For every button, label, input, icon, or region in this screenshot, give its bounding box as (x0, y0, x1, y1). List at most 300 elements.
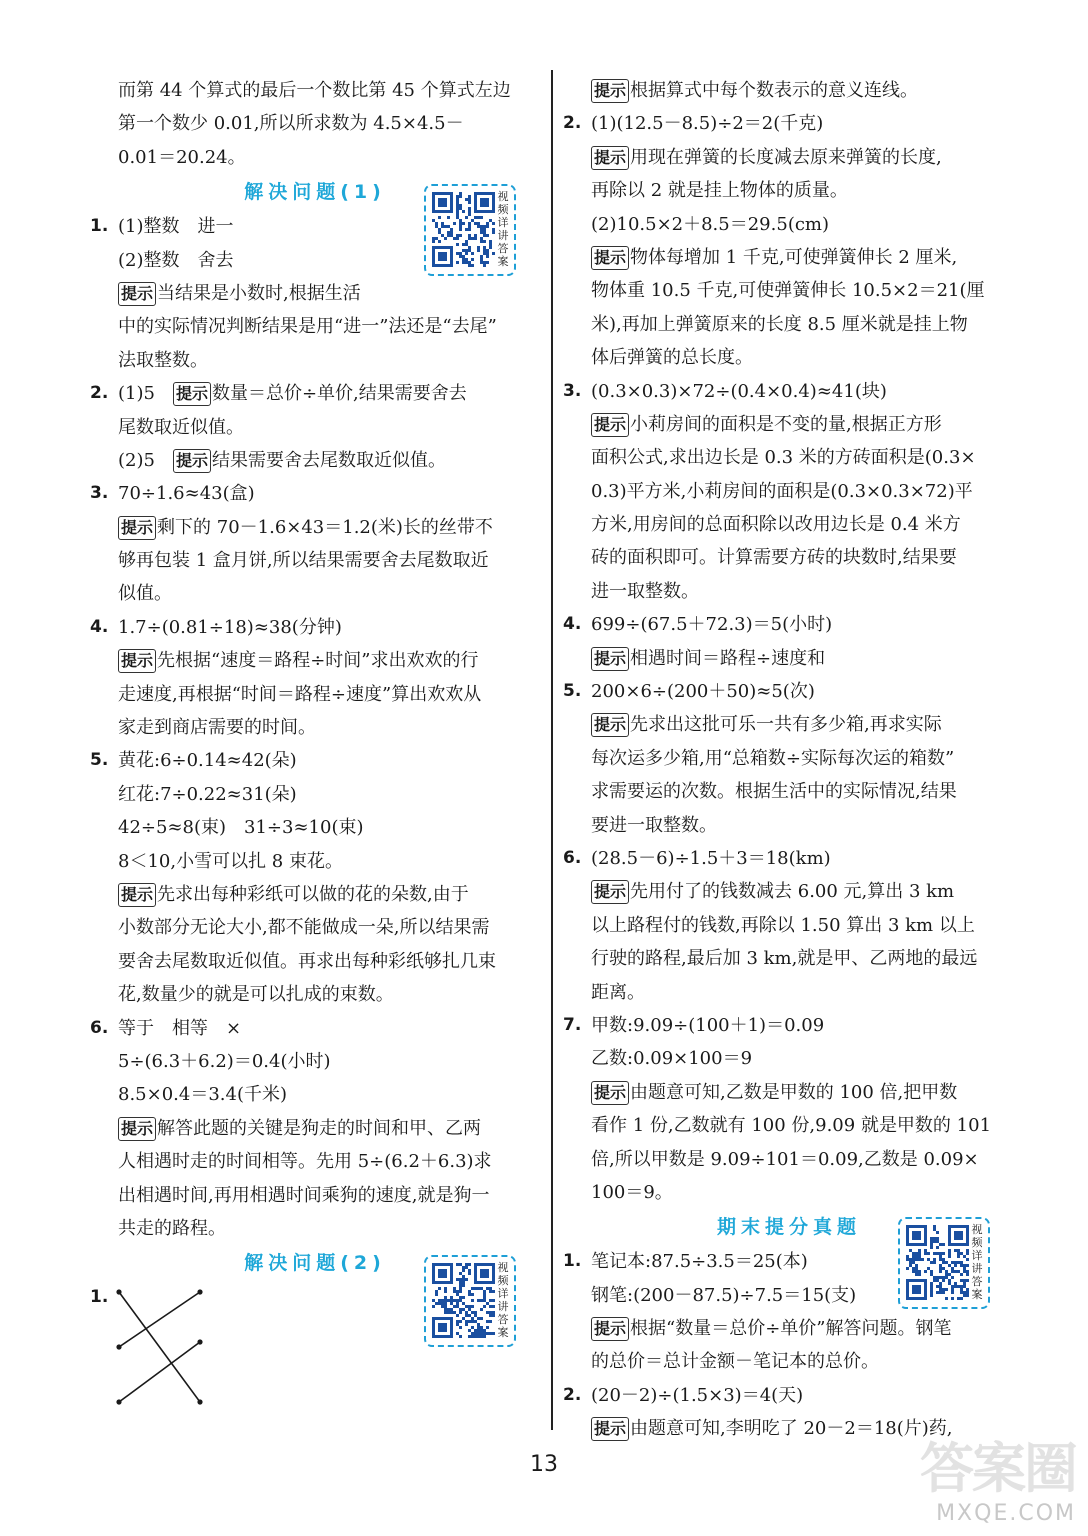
qr-module (441, 234, 444, 237)
answer-line: 7. 甲数:9.09÷(100＋1)＝0.09 (563, 1014, 825, 1036)
qr-module (483, 1296, 486, 1299)
qr-module (441, 1299, 444, 1302)
tip-line: 的总价＝总计金额－笔记本的总价。 (591, 1351, 879, 1373)
qr-module (936, 1285, 939, 1288)
qr-module (483, 1335, 486, 1338)
qr-module (963, 1264, 966, 1267)
qr-module (945, 1276, 948, 1279)
qr-module (456, 234, 459, 237)
tip-badge: 提示 (591, 713, 629, 737)
qr-module (465, 1311, 468, 1314)
qr-module (477, 1326, 480, 1329)
answer-line: 5. 黄花:6÷0.14≈42(朵) (90, 750, 297, 772)
qr-module (486, 249, 489, 252)
answer-line: 1. 笔记本:87.5÷3.5＝25(本) (563, 1251, 808, 1273)
qr-module (912, 1267, 915, 1270)
qr-module (939, 1258, 942, 1261)
answer-line: 2. (20－2)÷(1.5×3)＝4(天) (563, 1384, 804, 1406)
tip-line: 看作 1 份,乙数就有 100 份,9.09 就是甲数的 101 (591, 1115, 992, 1137)
qr-module (489, 1311, 492, 1314)
qr-module (462, 261, 465, 264)
answer-line: 4. 1.7÷(0.81÷18)≈38(分钟) (90, 616, 342, 638)
qr-module (459, 1281, 462, 1284)
qr-module (462, 1284, 465, 1287)
qr-module (489, 1314, 492, 1317)
qr-module (450, 1302, 453, 1305)
qr-module (462, 258, 465, 261)
qr-module (468, 225, 471, 228)
qr-module (909, 1261, 912, 1264)
qr-module (444, 237, 447, 240)
qr-module (492, 252, 495, 255)
qr-module (489, 1287, 492, 1290)
watermark-url: MXQE.COM (936, 1501, 1076, 1526)
qr-module (462, 1269, 465, 1272)
answer-line: 1. (1)整数 进一 (90, 216, 234, 238)
qr-module (465, 1266, 468, 1269)
qr-module (456, 213, 459, 216)
qr-code-1[interactable] (424, 184, 516, 276)
qr-module (480, 255, 483, 258)
qr-module (480, 1308, 483, 1311)
qr-module (465, 1320, 468, 1323)
answer-line: 5÷(6.3＋6.2)＝0.4(小时) (118, 1050, 331, 1072)
qr-module (492, 1290, 495, 1293)
qr-module (459, 192, 462, 195)
qr-module (471, 1305, 474, 1308)
qr-module (453, 1311, 456, 1314)
qr-module (486, 261, 489, 264)
tip-line: 提示 由题意可知,李明吃了 20－2＝18(片)药, (563, 1412, 1015, 1445)
qr-module (483, 252, 486, 255)
tip-line: 提示 用现在弹簧的长度减去原来弹簧的长度, (563, 141, 1015, 174)
qr-module (456, 261, 459, 264)
qr-module (456, 210, 459, 213)
qr-module (486, 1320, 489, 1323)
qr-module (930, 1285, 933, 1288)
qr-module (489, 1290, 492, 1293)
qr-module (489, 246, 492, 249)
qr-module (480, 216, 483, 219)
qr-module (468, 207, 471, 210)
qr-module (966, 1249, 969, 1252)
qr-module (927, 1258, 930, 1261)
tip-line: 花,数量少的就是可以扎成的束数。 (118, 984, 394, 1006)
qr-module (459, 225, 462, 228)
dot (116, 1289, 121, 1294)
qr-module (477, 246, 480, 249)
dot (197, 1289, 202, 1294)
qr-module (489, 240, 492, 243)
tip-badge: 提示 (591, 1417, 629, 1441)
answer-line: 8.5×0.4＝3.4(千米) (118, 1084, 288, 1106)
watermark-title: 答案圈 (920, 1437, 1076, 1500)
matching-lines-figure (110, 1282, 220, 1417)
qr-module (456, 216, 459, 219)
qr-module (462, 255, 465, 258)
qr-module (456, 198, 459, 201)
qr-module (939, 1285, 942, 1288)
qr-module (438, 228, 441, 231)
answer-line: 2. (1)(12.5－8.5)÷2＝2(千克) (563, 113, 824, 135)
qr-module (465, 1263, 468, 1266)
qr-module (963, 1270, 966, 1273)
qr-module (459, 222, 462, 225)
qr-code-2[interactable] (424, 1255, 516, 1347)
tip-line: 提示 根据算式中每个数表示的意义连线。 (563, 74, 1015, 107)
qr-module (954, 1261, 957, 1264)
qr-module (465, 252, 468, 255)
qr-module (459, 219, 462, 222)
text-line: 第一个数少 0.01,所以所求数为 4.5×4.5－ (118, 113, 464, 135)
qr-module (960, 1291, 963, 1294)
qr-module (462, 1278, 465, 1281)
qr-module (465, 240, 468, 243)
qr-module (471, 1299, 474, 1302)
text-line: 而第 44 个算式的最后一个数比第 45 个算式左边 (118, 80, 511, 101)
qr-module (939, 1270, 942, 1273)
qr-module (459, 228, 462, 231)
qr-module (453, 1287, 456, 1290)
qr-module (465, 261, 468, 264)
qr-module (456, 1332, 459, 1335)
qr-finder (912, 1231, 921, 1240)
qr-module (483, 264, 486, 267)
qr-module (474, 222, 477, 225)
qr-module (912, 1252, 915, 1255)
qr-module (468, 1320, 471, 1323)
tip-line: 距离。 (591, 981, 645, 1003)
qr-module (912, 1255, 915, 1258)
qr-module (939, 1243, 942, 1246)
qr-module (906, 1255, 909, 1258)
qr-module (489, 243, 492, 246)
qr-module (939, 1291, 942, 1294)
qr-module (960, 1273, 963, 1276)
qr-module (939, 1264, 942, 1267)
qr-module (471, 264, 474, 267)
qr-module (432, 1305, 435, 1308)
qr-module (468, 210, 471, 213)
answer-line: 钢笔:(200－87.5)÷7.5＝15(支) (591, 1284, 857, 1306)
qr-module (909, 1264, 912, 1267)
qr-module (912, 1258, 915, 1261)
qr-module (480, 1299, 483, 1302)
qr-module (471, 1320, 474, 1323)
qr-module (465, 1323, 468, 1326)
qr-module (453, 1290, 456, 1293)
qr-module (480, 1326, 483, 1329)
tip-line: 提示 由题意可知,乙数是甲数的 100 倍,把甲数 (563, 1076, 1015, 1109)
qr-module (483, 246, 486, 249)
qr-module (942, 1243, 945, 1246)
qr-module (465, 1278, 468, 1281)
qr-module (450, 1308, 453, 1311)
qr-module (486, 252, 489, 255)
qr-module (936, 1246, 939, 1249)
tip-badge: 提示 (118, 516, 156, 540)
qr-module (957, 1297, 960, 1300)
qr-module (930, 1243, 933, 1246)
qr-module (468, 1308, 471, 1311)
qr-module (477, 1335, 480, 1338)
qr-module (948, 1273, 951, 1276)
qr-module (468, 198, 471, 201)
tip-line: 方米,用房间的总面积除以改用边长是 0.4 米方 (591, 514, 961, 536)
qr-module (471, 1311, 474, 1314)
qr-code-3[interactable] (898, 1217, 990, 1309)
qr-module (480, 261, 483, 264)
tip-line: 100＝9。 (591, 1181, 673, 1203)
qr-module (474, 1314, 477, 1317)
qr-module (477, 249, 480, 252)
qr-finder (912, 1285, 921, 1294)
qr-module (480, 1287, 483, 1290)
qr-module (942, 1258, 945, 1261)
qr-module (462, 1281, 465, 1284)
qr-module (459, 1290, 462, 1293)
tip-badge: 提示 (173, 382, 211, 406)
qr-module (483, 1299, 486, 1302)
qr-module (444, 1305, 447, 1308)
qr-module (933, 1279, 936, 1282)
qr-module (492, 1314, 495, 1317)
qr-module (444, 1308, 447, 1311)
qr-module (486, 1302, 489, 1305)
qr-module (468, 1263, 471, 1266)
qr-module (438, 231, 441, 234)
qr-module (438, 240, 441, 243)
tip-line: 提示 先求出这批可乐一共有多少箱,再求实际 (563, 708, 1015, 741)
qr-module (483, 1329, 486, 1332)
tip-line: 0.3)平方米,小莉房间的面积是(0.3×0.3×72)平 (591, 480, 973, 502)
tip-badge: 提示 (591, 146, 629, 170)
qr-module (957, 1285, 960, 1288)
qr-module (456, 207, 459, 210)
qr-module (435, 225, 438, 228)
qr-module (954, 1282, 957, 1285)
qr-module (468, 237, 471, 240)
tip-line: 倍,所以甲数是 9.09÷101＝0.09,乙数是 0.09× (591, 1148, 979, 1170)
qr-module (459, 1326, 462, 1329)
qr-module (486, 1311, 489, 1314)
qr-module (468, 222, 471, 225)
qr-label: 视频详讲答案 (497, 190, 509, 268)
tip-line: 人相遇时走的时间相等。先用 5÷(6.2＋6.3)求 (118, 1151, 492, 1173)
qr-module (915, 1252, 918, 1255)
qr-module (477, 225, 480, 228)
qr-module (930, 1237, 933, 1240)
dot (197, 1339, 202, 1344)
qr-module (948, 1279, 951, 1282)
answer-line: 4. 699÷(67.5＋72.3)＝5(小时) (563, 614, 833, 636)
qr-module (435, 1290, 438, 1293)
qr-module (948, 1252, 951, 1255)
qr-module (939, 1255, 942, 1258)
qr-module (948, 1255, 951, 1258)
answer-line: 6. 等于 相等 × (90, 1017, 242, 1039)
qr-module (462, 243, 465, 246)
qr-module (444, 1299, 447, 1302)
qr-module (459, 1284, 462, 1287)
qr-module (441, 1302, 444, 1305)
answer-line: 1. (90, 1287, 109, 1308)
qr-module (954, 1264, 957, 1267)
qr-module (456, 1299, 459, 1302)
qr-module (471, 1317, 474, 1320)
qr-module (942, 1291, 945, 1294)
qr-module (465, 1314, 468, 1317)
qr-module (963, 1279, 966, 1282)
qr-module (474, 1287, 477, 1290)
qr-module (459, 234, 462, 237)
qr-module (477, 1323, 480, 1326)
qr-module (960, 1288, 963, 1291)
qr-module (459, 1320, 462, 1323)
qr-module (939, 1288, 942, 1291)
qr-module (963, 1282, 966, 1285)
tip-line: 求需要运的次数。根据生活中的实际情况,结果 (591, 781, 957, 803)
qr-module (960, 1279, 963, 1282)
connect-line (119, 1292, 200, 1347)
qr-module (462, 1308, 465, 1311)
tip-line: 够再包装 1 盒月饼,所以结果需要舍去尾数取近 (118, 550, 489, 572)
qr-module (924, 1249, 927, 1252)
tip-line: 提示 先用付了的钱数减去 6.00 元,算出 3 km (563, 875, 1015, 908)
qr-module (489, 219, 492, 222)
qr-module (942, 1276, 945, 1279)
qr-module (456, 201, 459, 204)
qr-module (936, 1279, 939, 1282)
qr-module (450, 234, 453, 237)
qr-module (933, 1225, 936, 1228)
qr-module (468, 1290, 471, 1293)
qr-module (933, 1261, 936, 1264)
qr-module (936, 1237, 939, 1240)
qr-module (948, 1249, 951, 1252)
qr-module (483, 249, 486, 252)
qr-module (942, 1288, 945, 1291)
qr-module (444, 1296, 447, 1299)
tip-line: 每次运多少箱,用“总箱数÷实际每次运的箱数” (591, 747, 955, 769)
tip-line: 以上路程付的钱数,再除以 1.50 算出 3 km 以上 (591, 914, 975, 936)
qr-module (468, 213, 471, 216)
section-heading-3: 期末提分真题 (716, 1216, 861, 1239)
qr-module (486, 234, 489, 237)
qr-module (957, 1252, 960, 1255)
qr-module (492, 222, 495, 225)
qr-code-icon (906, 1225, 970, 1301)
qr-module (915, 1267, 918, 1270)
qr-module (447, 1308, 450, 1311)
tip-line: 要舍去尾数取近似值。再求出每种彩纸够扎几束 (118, 950, 496, 972)
tip-line: 提示 相遇时间＝路程÷速度和 (563, 642, 1015, 675)
qr-module (924, 1270, 927, 1273)
qr-module (465, 228, 468, 231)
qr-module (465, 198, 468, 201)
qr-module (492, 1299, 495, 1302)
qr-module (435, 237, 438, 240)
qr-module (915, 1258, 918, 1261)
qr-module (447, 231, 450, 234)
qr-module (960, 1261, 963, 1264)
qr-module (471, 252, 474, 255)
tip-badge: 提示 (173, 449, 211, 473)
answer-line: 乙数:0.09×100＝9 (591, 1048, 753, 1070)
qr-module (906, 1267, 909, 1270)
qr-module (468, 1269, 471, 1272)
qr-module (492, 231, 495, 234)
qr-module (438, 1287, 441, 1290)
qr-module (468, 1293, 471, 1296)
qr-module (456, 195, 459, 198)
qr-module (957, 1261, 960, 1264)
qr-module (444, 1302, 447, 1305)
qr-module (966, 1264, 969, 1267)
qr-module (945, 1270, 948, 1273)
tip-badge: 提示 (118, 282, 156, 306)
qr-module (447, 234, 450, 237)
qr-module (450, 231, 453, 234)
tip-badge: 提示 (591, 79, 629, 103)
qr-module (486, 222, 489, 225)
qr-module (465, 258, 468, 261)
qr-module (945, 1288, 948, 1291)
tip-badge: 提示 (118, 1117, 156, 1141)
qr-module (441, 1305, 444, 1308)
qr-module (456, 1314, 459, 1317)
qr-module (450, 1299, 453, 1302)
tip-line: 进一取整数。 (591, 580, 699, 602)
qr-module (468, 1305, 471, 1308)
qr-module (966, 1288, 969, 1291)
qr-module (480, 228, 483, 231)
qr-module (957, 1255, 960, 1258)
qr-module (933, 1276, 936, 1279)
qr-module (951, 1285, 954, 1288)
qr-module (459, 1308, 462, 1311)
qr-module (492, 1305, 495, 1308)
qr-module (456, 1302, 459, 1305)
qr-module (930, 1246, 933, 1249)
qr-module (483, 1293, 486, 1296)
qr-module (459, 204, 462, 207)
tip-badge: 提示 (591, 413, 629, 437)
qr-module (465, 249, 468, 252)
qr-module (456, 243, 459, 246)
qr-module (471, 219, 474, 222)
tip-line: 要进一取整数。 (591, 814, 717, 836)
qr-module (468, 246, 471, 249)
tip-line: 提示 解答此题的关键是狗走的时间和甲、乙两 (90, 1112, 540, 1145)
qr-module (462, 222, 465, 225)
qr-module (477, 1287, 480, 1290)
qr-module (450, 1296, 453, 1299)
qr-module (459, 255, 462, 258)
qr-module (951, 1288, 954, 1291)
qr-module (924, 1252, 927, 1255)
qr-module (471, 1332, 474, 1335)
qr-module (936, 1291, 939, 1294)
qr-module (939, 1276, 942, 1279)
tip-line: 小数部分无论大小,都不能做成一朵,所以结果需 (118, 917, 490, 939)
connect-line (119, 1292, 200, 1402)
tip-line: 行驶的路程,最后加 3 km,就是甲、乙两地的最远 (591, 948, 978, 970)
qr-module (483, 1305, 486, 1308)
qr-module (462, 1317, 465, 1320)
qr-module (966, 1291, 969, 1294)
qr-module (966, 1294, 969, 1297)
